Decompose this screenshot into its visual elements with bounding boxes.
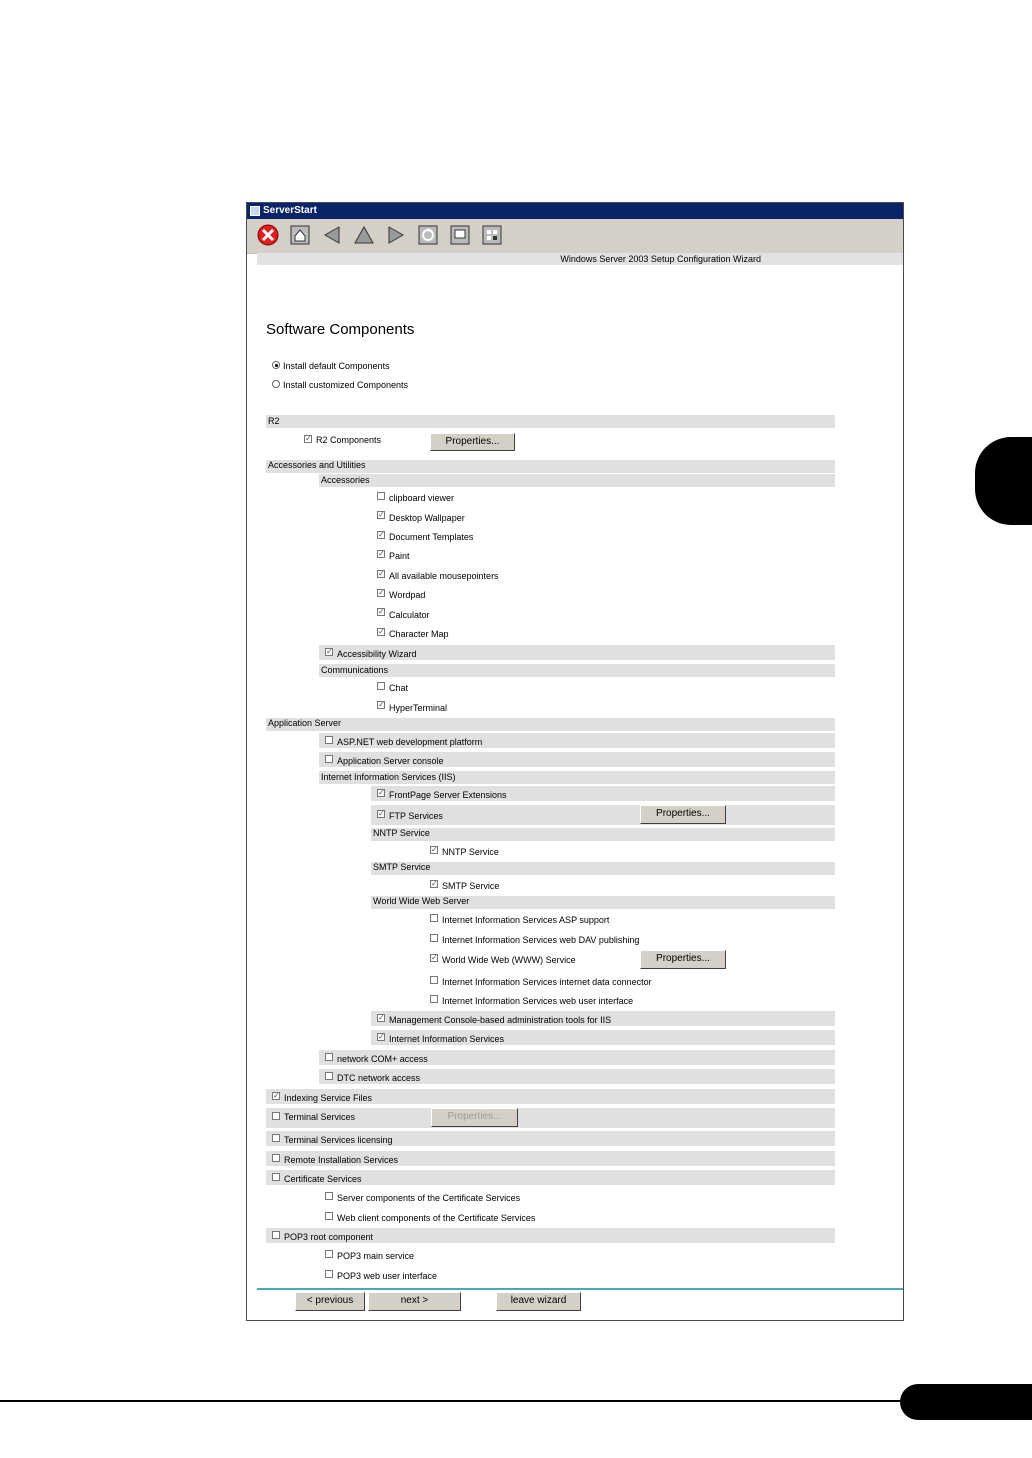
label-hyperterminal: HyperTerminal bbox=[389, 703, 448, 713]
back-arrow-icon[interactable] bbox=[321, 224, 343, 246]
chapter-tab bbox=[975, 437, 1032, 525]
group-smtp bbox=[371, 862, 835, 875]
checkbox-ris[interactable] bbox=[272, 1154, 280, 1162]
checkbox-terminal-services[interactable] bbox=[272, 1112, 280, 1120]
label-cert-services: Certificate Services bbox=[284, 1174, 362, 1184]
checkbox-pop3-root[interactable] bbox=[272, 1231, 280, 1239]
checkbox-iis-core[interactable]: ✓ bbox=[378, 1032, 385, 1041]
checkbox-app-console[interactable] bbox=[325, 755, 333, 763]
checkbox-dtc-access[interactable] bbox=[325, 1072, 333, 1080]
label-app-console: Application Server console bbox=[337, 756, 444, 766]
checkbox-idc[interactable] bbox=[430, 976, 438, 984]
checkbox-cert-server[interactable] bbox=[325, 1192, 333, 1200]
label-cert-web: Web client components of the Certificate Services bbox=[337, 1213, 536, 1223]
group-communications-label: Communications bbox=[321, 665, 389, 675]
group-iis-label: Internet Information Services (IIS) bbox=[321, 772, 456, 782]
page-number-pill bbox=[900, 1384, 1032, 1420]
app-icon bbox=[250, 206, 260, 216]
label-cert-server: Server components of the Certificate Services bbox=[337, 1193, 521, 1203]
label-idc: Internet Information Services internet data connector bbox=[442, 977, 652, 987]
terminal-properties-button[interactable]: Properties... bbox=[431, 1108, 518, 1127]
label-paint: Paint bbox=[389, 551, 410, 561]
label-aspnet: ASP.NET web development platform bbox=[337, 737, 483, 747]
previous-button[interactable]: < previous bbox=[295, 1292, 365, 1311]
checkbox-cert-services[interactable] bbox=[272, 1173, 280, 1181]
checkbox-hyperterminal[interactable]: ✓ bbox=[378, 700, 385, 709]
checkbox-calculator[interactable]: ✓ bbox=[378, 607, 385, 616]
checkbox-com-access[interactable] bbox=[325, 1053, 333, 1061]
checkbox-charmap[interactable]: ✓ bbox=[378, 627, 385, 636]
home-icon[interactable] bbox=[289, 224, 311, 246]
section-accessories-utilities-label: Accessories and Utilities bbox=[268, 460, 366, 470]
label-calculator: Calculator bbox=[389, 610, 430, 620]
group-nntp bbox=[371, 828, 835, 841]
label-iis-core: Internet Information Services bbox=[389, 1034, 505, 1044]
checkbox-wallpaper[interactable]: ✓ bbox=[378, 510, 385, 519]
checkbox-doc-templates[interactable]: ✓ bbox=[378, 530, 385, 539]
label-webdav: Internet Information Services web DAV publishing bbox=[442, 935, 640, 945]
checkbox-pop3-main[interactable] bbox=[325, 1250, 333, 1258]
radio-default-label: Install default Components bbox=[283, 361, 390, 371]
ftp-properties-button[interactable]: Properties... bbox=[640, 805, 726, 824]
label-pop3-root: POP3 root component bbox=[284, 1232, 374, 1242]
wizard-window bbox=[246, 202, 904, 1321]
radio-install-default[interactable] bbox=[272, 361, 280, 369]
group-www-label: World Wide Web Server bbox=[373, 896, 470, 906]
checkbox-web-ui[interactable] bbox=[430, 995, 438, 1003]
group-communications bbox=[319, 664, 835, 677]
checkbox-paint[interactable]: ✓ bbox=[378, 549, 385, 558]
toolbar bbox=[247, 219, 903, 254]
label-pop3-web: POP3 web user interface bbox=[337, 1271, 438, 1281]
checkbox-chat[interactable] bbox=[377, 682, 385, 690]
label-accessibility: Accessibility Wizard bbox=[337, 649, 417, 659]
next-button[interactable]: next > bbox=[368, 1292, 461, 1311]
checkbox-www-service[interactable]: ✓ bbox=[431, 953, 438, 962]
label-nntp: NNTP Service bbox=[442, 847, 499, 857]
label-indexing: Indexing Service Files bbox=[284, 1093, 373, 1103]
label-r2-components: R2 Components bbox=[316, 435, 382, 445]
label-wallpaper: Desktop Wallpaper bbox=[389, 513, 465, 523]
checkbox-accessibility[interactable]: ✓ bbox=[326, 647, 333, 656]
label-ts-licensing: Terminal Services licensing bbox=[284, 1135, 393, 1145]
label-ftp: FTP Services bbox=[389, 811, 443, 821]
label-smtp: SMTP Service bbox=[442, 881, 500, 891]
label-asp-support: Internet Information Services ASP support bbox=[442, 915, 610, 925]
group-accessories bbox=[319, 474, 835, 487]
label-mmc-tools: Management Console-based administration tools for IIS bbox=[389, 1015, 612, 1025]
checkbox-smtp[interactable]: ✓ bbox=[431, 879, 438, 888]
label-chat: Chat bbox=[389, 683, 409, 693]
group-nntp-label: NNTP Service bbox=[373, 828, 430, 838]
checkbox-wordpad[interactable]: ✓ bbox=[378, 588, 385, 597]
label-pop3-main: POP3 main service bbox=[337, 1251, 415, 1261]
close-icon[interactable] bbox=[257, 224, 279, 246]
title-bar bbox=[247, 203, 903, 219]
label-charmap: Character Map bbox=[389, 629, 449, 639]
wizard-title: Windows Server 2003 Setup Configuration Wizard bbox=[560, 254, 761, 264]
forward-arrow-icon[interactable] bbox=[385, 224, 407, 246]
refresh-icon[interactable] bbox=[417, 224, 439, 246]
checkbox-cert-web[interactable] bbox=[325, 1212, 333, 1220]
wizard-header bbox=[257, 253, 903, 265]
label-doc-templates: Document Templates bbox=[389, 532, 474, 542]
checkbox-pop3-web[interactable] bbox=[325, 1270, 333, 1278]
r2-properties-button[interactable]: Properties... bbox=[430, 433, 515, 451]
checkbox-indexing[interactable]: ✓ bbox=[273, 1091, 280, 1100]
section-app-server-label: Application Server bbox=[268, 718, 342, 728]
checkbox-webdav[interactable] bbox=[430, 934, 438, 942]
checkbox-ts-licensing[interactable] bbox=[272, 1134, 280, 1142]
checkbox-aspnet[interactable] bbox=[325, 736, 333, 744]
section-app-server bbox=[266, 718, 835, 731]
group-accessories-label: Accessories bbox=[321, 475, 370, 485]
checkbox-r2-components[interactable]: ✓ bbox=[305, 434, 312, 443]
footer-divider bbox=[257, 1288, 903, 1290]
window-title: ServerStart bbox=[263, 205, 317, 216]
label-ris: Remote Installation Services bbox=[284, 1155, 399, 1165]
label-dtc-access: DTC network access bbox=[337, 1073, 421, 1083]
label-mousepointers: All available mousepointers bbox=[389, 571, 499, 581]
monitor-icon[interactable] bbox=[449, 224, 471, 246]
checkbox-mmc-tools[interactable]: ✓ bbox=[378, 1013, 385, 1022]
label-web-ui: Internet Information Services web user interface bbox=[442, 996, 634, 1006]
page-title: Software Components bbox=[266, 321, 415, 338]
checkbox-asp-support[interactable] bbox=[430, 914, 438, 922]
checkbox-frontpage[interactable]: ✓ bbox=[378, 788, 385, 797]
checkbox-clipboard[interactable] bbox=[377, 492, 385, 500]
label-terminal-services: Terminal Services bbox=[284, 1112, 356, 1122]
radio-install-customized[interactable] bbox=[272, 380, 280, 388]
section-r2 bbox=[266, 415, 835, 428]
page-footer-rule bbox=[0, 1400, 910, 1402]
group-smtp-label: SMTP Service bbox=[373, 862, 431, 872]
checkbox-mousepointers[interactable]: ✓ bbox=[378, 569, 385, 578]
checkbox-nntp[interactable]: ✓ bbox=[431, 845, 438, 854]
section-r2-label: R2 bbox=[268, 416, 280, 426]
label-wordpad: Wordpad bbox=[389, 590, 426, 600]
radio-customized-label: Install customized Components bbox=[283, 380, 409, 390]
label-com-access: network COM+ access bbox=[337, 1054, 428, 1064]
label-frontpage: FrontPage Server Extensions bbox=[389, 790, 507, 800]
grid-icon[interactable] bbox=[481, 224, 503, 246]
label-www-service: World Wide Web (WWW) Service bbox=[442, 955, 576, 965]
leave-wizard-button[interactable]: leave wizard bbox=[496, 1292, 581, 1311]
label-clipboard: clipboard viewer bbox=[389, 493, 455, 503]
www-properties-button[interactable]: Properties... bbox=[640, 950, 726, 969]
checkbox-ftp[interactable]: ✓ bbox=[378, 809, 385, 818]
up-arrow-icon[interactable] bbox=[353, 224, 375, 246]
